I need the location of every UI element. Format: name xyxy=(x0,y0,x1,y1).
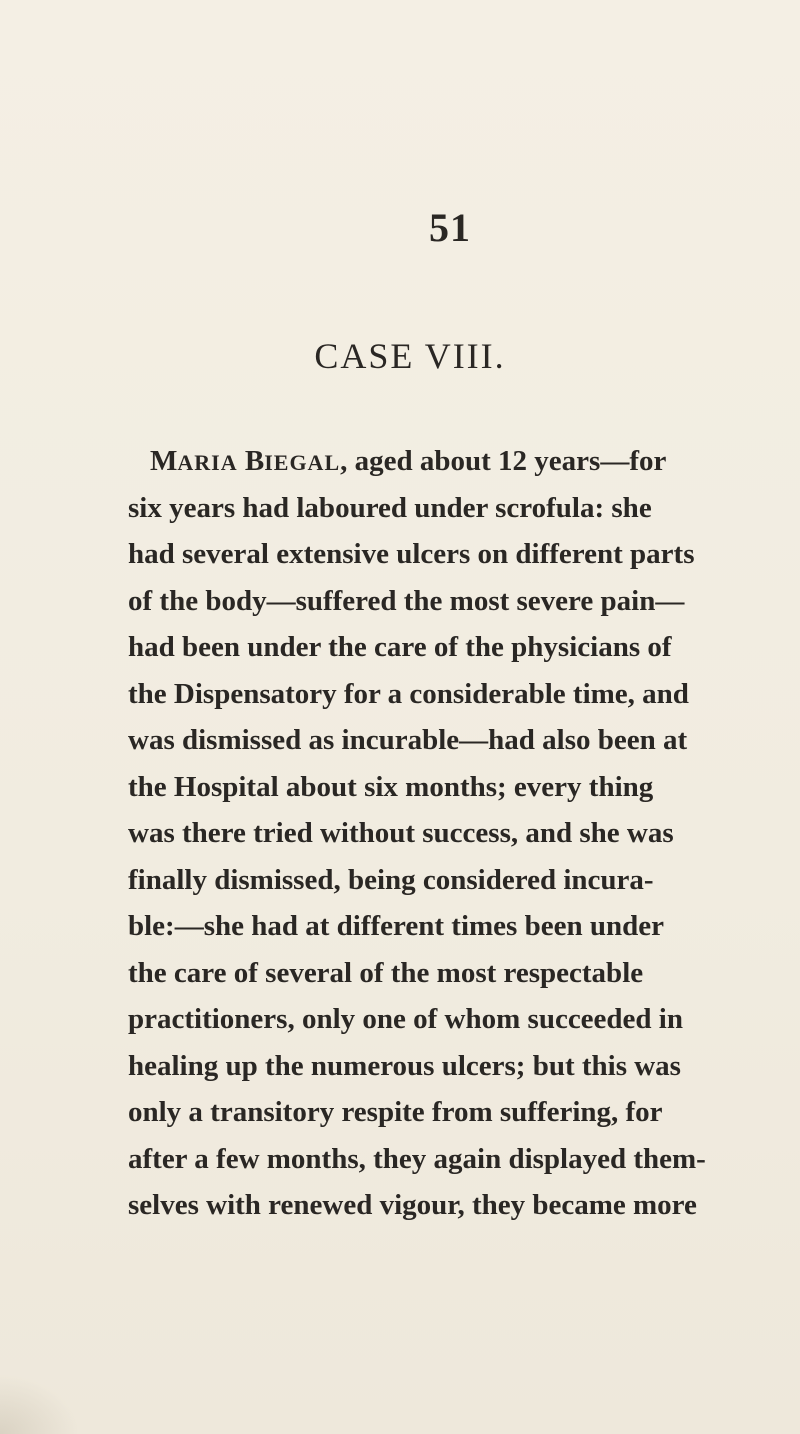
patient-name: MARIA BIEGAL xyxy=(150,445,341,477)
text-line-15: only a transitory respite from suffering, for xyxy=(128,1096,663,1128)
text-line-6: the Dispensatory for a considerable time, and xyxy=(128,677,689,710)
case-body-text xyxy=(128,438,706,1229)
text-line-11: ble:—she had at different times been under xyxy=(128,910,664,942)
text-line-16: after a few months, they again displayed them- xyxy=(128,1142,706,1175)
text-line-13: practitioners, only one of whom succeeded in xyxy=(128,1003,683,1035)
text-line-7: was dismissed as incurable—had also been at xyxy=(128,724,688,756)
text-line-8: the Hospital about six months; every thing xyxy=(128,770,654,803)
text-line-10: finally dismissed, being considered incura- xyxy=(128,863,654,896)
text-line-3: had several extensive ulcers on different parts xyxy=(128,538,695,570)
text-line-5: had been under the care of the physicians of xyxy=(128,631,672,663)
text-line-9: was there tried without success, and she was xyxy=(128,817,674,849)
text-line-17: selves with renewed vigour, they became more xyxy=(128,1189,697,1221)
text-line-12: the care of several of the most respectable xyxy=(128,956,644,989)
case-heading: CASE VIII. xyxy=(314,336,506,376)
text-line-14: healing up the numerous ulcers; but this was xyxy=(128,1049,681,1082)
text-line-4: of the body—suffered the most severe pain— xyxy=(128,584,685,617)
page-number: 51 xyxy=(429,205,471,250)
page-edge-shadow xyxy=(0,1374,80,1434)
text-line-2: six years had laboured under scrofula: she xyxy=(128,491,652,524)
text-line-1: MARIA BIEGAL, aged about 12 years—for xyxy=(150,445,667,477)
